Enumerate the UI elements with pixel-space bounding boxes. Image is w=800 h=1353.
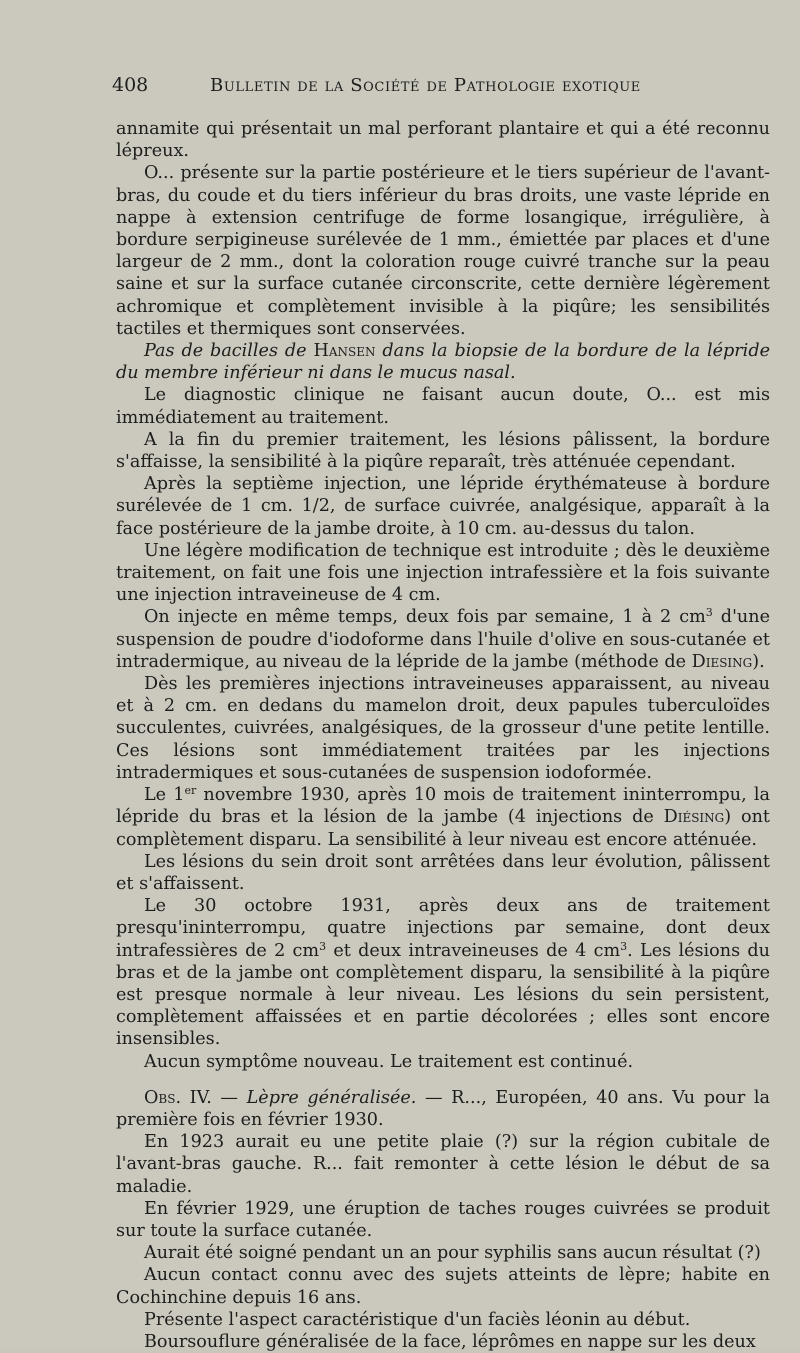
text-run: ) ont complètement disparu. La sensibilité à leur niveau est encore atténuée.	[116, 807, 770, 850]
paragraph: Boursouflure généralisée de la face, léprômes en nappe sur les deux	[144, 1331, 756, 1352]
paragraph: Une légère modification de technique est introduite ; dès le deuxième traitement, on fait une fois une injection intrafessière et la fois suivante une injection intraveineuse de 4 cm.	[116, 540, 770, 606]
superscript: 3	[705, 606, 713, 620]
text-run: — R..., Européen, 40 ans. Vu pour la première fois en février 1930.	[116, 1087, 770, 1130]
article-body	[116, 118, 770, 1353]
observation-label: Obs. IV.	[144, 1087, 212, 1108]
text-run: ).	[752, 651, 765, 672]
paragraph	[116, 784, 770, 851]
paragraph: Après la septième injection, une lépride érythémateuse à bordure surélevée de 1 cm. 1/2, de surface cuivrée, analgésique, apparaît à la face postérieure de la jambe droite, à 10 cm. au-dessus du talon.	[116, 474, 770, 539]
superscript: 3	[319, 939, 327, 953]
text-run: . Les lésions du bras et de la jambe ont complètement disparu, la sensibilité à la piqûre est presque normale à leur niveau. Les lésions du sein persistent, complètement affaissées et en partie décolorées ; elles sont encore insensibles.	[116, 940, 770, 1050]
paragraph-italic	[116, 340, 770, 384]
text-run: —	[211, 1087, 247, 1108]
paragraph: Aucun symptôme nouveau. Le traitement est continué.	[144, 1051, 634, 1072]
superscript: er	[184, 784, 197, 798]
text-run: novembre 1930, après 10 mois de traitement ininterrompu, la lépride du bras et la lésion de la jambe (4 injections de	[116, 785, 770, 828]
paragraph: Le diagnostic clinique ne faisant aucun doute, O... est mis immédiatement au traitement.	[116, 385, 770, 428]
page-header	[112, 74, 770, 96]
running-title: Bulletin de la Société de Pathologie exotique	[210, 75, 641, 96]
author-name: Hansen	[313, 341, 376, 362]
observation-title: Lèpre généralisée.	[246, 1087, 417, 1108]
paragraph: annamite qui présentait un mal perforant plantaire et qui a été reconnu lépreux.	[116, 119, 770, 162]
paragraph	[116, 606, 770, 673]
paragraph: En février 1929, une éruption de taches rouges cuivrées se produit sur toute la surface cutanée.	[116, 1198, 770, 1241]
paragraph: O... présente sur la partie postérieure et le tiers supérieur de l'avant-bras, du coude et du tiers inférieur du bras droits, une vaste lépride en nappe à extension centrifuge de forme losangique, irrégulière, à bordure serpigineuse surélevée de 1 mm., émiettée par places et d'une largeur de 2 mm., dont la coloration rouge cuivré tranche sur la peau saine et sur la surface cutanée circonscrite, cette dernière légèrement achromique et complètement invisible à la piqûre; les sensibilités tactiles et thermiques sont conservées.	[116, 163, 770, 339]
text-run: Le 1	[144, 785, 185, 806]
text-run: d'une suspension de poudre d'iodoforme dans l'huile d'olive en sous-cutanée et intradermique, au niveau de la lépride de la jambe (méthode de	[116, 607, 770, 672]
paragraph: Aurait été soigné pendant un an pour syphilis sans aucun résultat (?)	[144, 1243, 761, 1264]
observation-heading	[116, 1087, 770, 1131]
italic-text: dans la biopsie de la bordure de la lépride du membre inférieur ni dans le mucus nasal.	[116, 341, 770, 384]
paragraph: Dès les premières injections intraveineuses apparaissent, au niveau et à 2 cm. en dedans du mamelon droit, deux papules tuberculoïdes succulentes, cuivrées, analgésiques, de la grosseur d'une petite lentille. Ces lésions sont immédiatement traitées par les injections intradermiques et sous-cutanées de suspension iodoformée.	[116, 674, 770, 783]
paragraph: Présente l'aspect caractéristique d'un faciès léonin au début.	[144, 1309, 691, 1330]
text-run: et deux intraveineuses de 4 cm	[326, 940, 621, 961]
paragraph	[116, 895, 770, 1050]
italic-text: Pas de bacilles de	[144, 341, 314, 362]
author-name: Diésing	[663, 807, 725, 828]
text-run: On injecte en même temps, deux fois par semaine, 1 à 2 cm	[144, 607, 706, 628]
paragraph: Les lésions du sein droit sont arrêtées dans leur évolution, pâlissent et s'affaissent.	[116, 851, 770, 894]
superscript: 3	[620, 939, 628, 953]
author-name: Diesing	[691, 651, 753, 672]
paragraph: A la fin du premier traitement, les lésions pâlissent, la bordure s'affaisse, la sensibilité à la piqûre reparaît, très atténuée cependant.	[116, 429, 770, 473]
page-number: 408	[112, 74, 149, 96]
paragraph: En 1923 aurait eu une petite plaie (?) sur la région cubitale de l'avant-bras gauche. R... fait remonter à cette lésion le début de sa maladie.	[116, 1132, 770, 1197]
text-run: Le 30 octobre 1931, après deux ans de traitement presqu'ininterrompu, quatre injections par semaine, dont deux intrafessières de 2 cm	[116, 896, 770, 961]
paragraph: Aucun contact connu avec des sujets atteints de lèpre; habite en Cochinchine depuis 16 ans.	[116, 1265, 770, 1308]
